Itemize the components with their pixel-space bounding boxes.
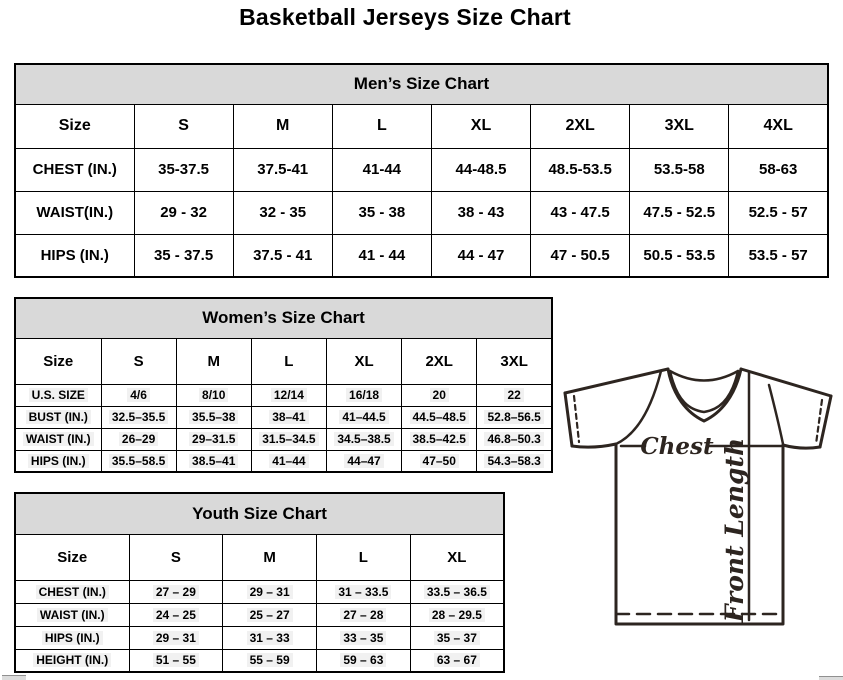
youth-hips-row [15,626,504,649]
cell: 48.5-53.5 [531,148,630,191]
cell: 37.5-41 [233,148,332,191]
cell-text: 38–41 [269,410,308,424]
cell: 58-63 [729,148,828,191]
cell-text: HIPS (IN.) [42,631,103,645]
jersey-body-outline [616,444,783,624]
cell [101,406,176,428]
cell: 35 - 37.5 [134,234,233,277]
row-label: CHEST (IN.) [15,148,134,191]
cell [251,384,326,406]
col-header-4xl: 4XL [729,104,828,148]
col-header-xl: XL [326,338,401,384]
cell: 44 - 47 [431,234,530,277]
cell-text: 59 – 63 [340,653,386,667]
cell: 43 - 47.5 [531,191,630,234]
col-header-2xl: 2XL [402,338,477,384]
cell-text: CHEST (IN.) [36,585,109,599]
jersey-left-sleeve-bottom [572,444,616,447]
col-header-s: S [134,104,233,148]
cell-text: HEIGHT (IN.) [33,653,111,667]
col-header-size: Size [15,104,134,148]
cell [129,603,223,626]
cell-text: 28 – 29.5 [429,608,485,622]
cell-text: 20 [430,388,449,402]
cell [477,384,552,406]
cell-text: 31.5–34.5 [259,432,318,446]
col-header-l: L [317,534,411,580]
col-header-3xl: 3XL [477,338,552,384]
cell [223,580,317,603]
front-length-label: Front Length [720,437,749,623]
cell-text: 41–44.5 [339,410,388,424]
row-label [15,384,101,406]
cell [410,626,504,649]
col-header-m: M [176,338,251,384]
cell [223,649,317,672]
row-label: WAIST(IN.) [15,191,134,234]
row-label [15,603,129,626]
cell-text: 29 – 31 [153,631,199,645]
youth-table-header-band [15,493,504,534]
cell [326,384,401,406]
cell [223,603,317,626]
cell-text: 55 – 59 [247,653,293,667]
jersey-diagram [557,360,841,628]
row-label [15,428,101,450]
womens-bust-row [15,406,552,428]
jersey-left-cuff-dash [574,396,579,442]
youth-height-row [15,649,504,672]
cell [402,384,477,406]
cell [176,384,251,406]
cell [410,580,504,603]
cell-text: 38.5–41 [189,454,238,468]
row-label [15,406,101,428]
cell-text: 33.5 – 36.5 [424,585,490,599]
cell-text: 38.5–42.5 [410,432,469,446]
cell: 41 - 44 [332,234,431,277]
cell [129,626,223,649]
jersey-left-cuff-edge [565,393,572,446]
mens-size-header-row [15,104,828,148]
cell-text: 44–47 [344,454,383,468]
cell [402,428,477,450]
cell-text: U.S. SIZE [29,388,88,402]
womens-table-title: Women’s Size Chart [15,298,552,338]
cell [402,450,477,472]
cell-text: 46.8–50.3 [484,432,543,446]
jersey-right-sleeve-bottom [783,445,820,448]
womens-size-header-row [15,338,552,384]
womens-table-header-band [15,298,552,338]
cell-text: 63 – 67 [434,653,480,667]
cell-text: WAIST (IN.) [23,432,94,446]
cell: 47.5 - 52.5 [630,191,729,234]
youth-chest-row [15,580,504,603]
cell: 52.5 - 57 [729,191,828,234]
cell-text: 44.5–48.5 [410,410,469,424]
row-label [15,580,129,603]
cell [477,450,552,472]
scrollbar-fragment-right[interactable] [819,676,843,680]
cell [176,406,251,428]
col-header-size: Size [15,338,101,384]
cell-text: 29–31.5 [189,432,238,446]
cell-text: 47–50 [420,454,459,468]
col-header-l: L [251,338,326,384]
womens-us-size-row [15,384,552,406]
col-header-m: M [223,534,317,580]
cell-text: 35 – 37 [434,631,480,645]
cell: 41-44 [332,148,431,191]
cell-text: 24 – 25 [153,608,199,622]
cell-text: 22 [504,388,523,402]
col-header-l: L [332,104,431,148]
cell-text: 34.5–38.5 [334,432,393,446]
cell [101,384,176,406]
cell: 35-37.5 [134,148,233,191]
cell [317,626,411,649]
col-header-s: S [129,534,223,580]
col-header-m: M [233,104,332,148]
jersey-left-shoulder-line [565,369,668,393]
chest-label: Chest [640,433,714,460]
row-label: HIPS (IN.) [15,234,134,277]
cell [101,428,176,450]
cell [251,406,326,428]
row-label [15,450,101,472]
cell [101,450,176,472]
cell: 29 - 32 [134,191,233,234]
cell-text: 8/10 [199,388,228,402]
cell-text: 52.8–56.5 [484,410,543,424]
cell: 53.5-58 [630,148,729,191]
cell [410,603,504,626]
womens-waist-row [15,428,552,450]
cell-text: 31 – 33 [247,631,293,645]
cell-text: 31 – 33.5 [335,585,391,599]
cell [326,450,401,472]
cell: 32 - 35 [233,191,332,234]
cell: 53.5 - 57 [729,234,828,277]
cell: 44-48.5 [431,148,530,191]
jersey-right-shoulder-line [741,369,831,396]
mens-chest-row [15,148,828,191]
cell [326,428,401,450]
col-header-xl: XL [431,104,530,148]
cell [129,649,223,672]
cell-text: 51 – 55 [153,653,199,667]
cell [317,649,411,672]
cell-text: 27 – 29 [153,585,199,599]
cell [410,649,504,672]
cell-text: 35.5–58.5 [109,454,168,468]
row-label [15,649,129,672]
col-header-2xl: 2XL [531,104,630,148]
cell-text: 4/6 [127,388,150,402]
cell-text: 29 – 31 [247,585,293,599]
cell-text: 54.3–58.3 [484,454,543,468]
mens-size-table [14,63,829,278]
scrollbar-fragment-left[interactable] [2,675,26,680]
cell-text: 25 – 27 [247,608,293,622]
youth-waist-row [15,603,504,626]
jersey-collar-band-top [670,371,738,381]
womens-hips-row [15,450,552,472]
cell [477,428,552,450]
cell-text: HIPS (IN.) [28,454,89,468]
mens-hips-row [15,234,828,277]
col-header-size: Size [15,534,129,580]
col-header-s: S [101,338,176,384]
mens-table-header-band [15,64,828,104]
cell [176,428,251,450]
cell [129,580,223,603]
cell [402,406,477,428]
cell [223,626,317,649]
cell [317,603,411,626]
page-title: Basketball Jerseys Size Chart [239,4,571,30]
cell-text: 27 – 28 [340,608,386,622]
youth-table-title: Youth Size Chart [15,493,504,534]
mens-table-title: Men’s Size Chart [15,64,828,104]
cell [326,406,401,428]
col-header-3xl: 3XL [630,104,729,148]
mens-waist-row [15,191,828,234]
cell [477,406,552,428]
cell-text: 41–44 [269,454,308,468]
jersey-right-armhole-seam [769,385,783,444]
cell: 47 - 50.5 [531,234,630,277]
cell-text: WAIST (IN.) [37,608,108,622]
womens-size-table [14,297,553,473]
cell: 35 - 38 [332,191,431,234]
row-label [15,626,129,649]
cell [251,450,326,472]
cell-text: 12/14 [271,388,307,402]
cell-text: 26–29 [119,432,158,446]
youth-size-header-row [15,534,504,580]
cell-text: BUST (IN.) [26,410,91,424]
cell [176,450,251,472]
cell-text: 32.5–35.5 [109,410,168,424]
cell [251,428,326,450]
cell [317,580,411,603]
cell-text: 33 – 35 [340,631,386,645]
col-header-xl: XL [410,534,504,580]
cell: 37.5 - 41 [233,234,332,277]
cell-text: 35.5–38 [189,410,238,424]
cell: 38 - 43 [431,191,530,234]
cell: 50.5 - 53.5 [630,234,729,277]
cell-text: 16/18 [346,388,382,402]
youth-size-table [14,492,505,673]
